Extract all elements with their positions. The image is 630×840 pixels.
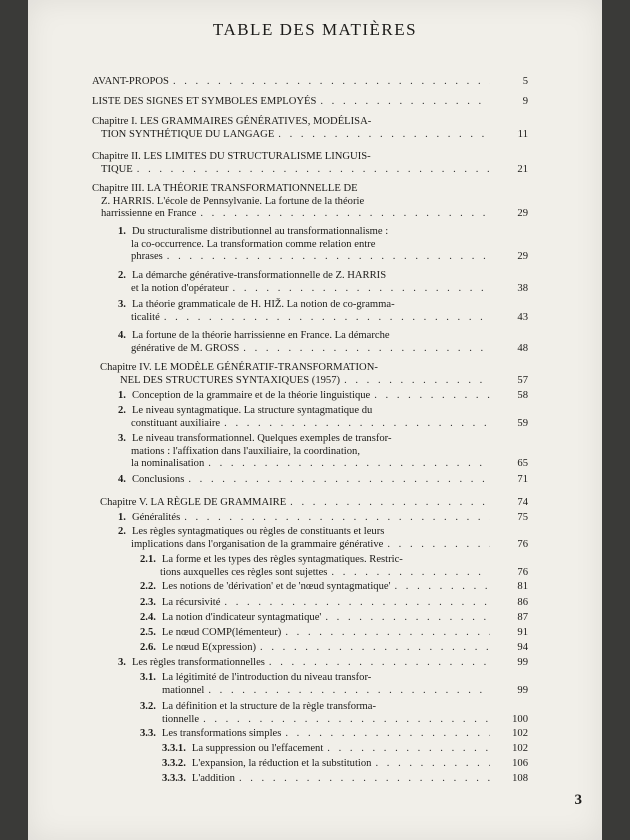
toc-entry [118,526,528,551]
leader-dots [387,539,490,552]
toc-page-number: 11 [517,128,528,140]
leader-dots [278,129,490,142]
toc-entry [118,433,528,471]
toc-page-number: 81 [517,581,528,592]
section-number: 2.6. [140,642,156,653]
toc-entry-text: générative de M. GROSS [131,342,240,354]
toc-entry-text: Chapitre I. LES GRAMMAIRES GÉNÉRATIVES, MODÉLISA- [92,116,372,127]
toc-entry [162,773,528,786]
toc-entry-text: Le niveau syntagmatique. La structure syntagmatique du [131,405,373,416]
toc-entry [140,642,528,655]
section-number: 1. [118,226,126,237]
section-number: 3. [118,299,126,310]
toc-page-number: 108 [512,773,528,784]
section-number: 3.3.1. [162,743,186,754]
toc-entry [100,362,528,387]
toc-page-number: 106 [512,758,528,769]
toc-entry [118,226,528,264]
toc-entry [162,758,528,771]
toc-entry [140,554,528,579]
toc-entry-text: constituant auxiliaire [131,417,221,429]
toc-entry [118,330,528,355]
toc-entry [140,627,528,640]
toc-entry-text: La forme et les types des règles syntagmatiques. Restric- [161,554,403,565]
toc-entry-text: Le nœud E(xpression) [161,642,257,653]
toc-page-number: 48 [517,342,528,354]
page-title: TABLE DES MATIÈRES [212,20,418,39]
toc-page-number: 5 [522,76,528,87]
toc-entry-text: L'addition [191,773,235,784]
toc-entry-text: Du structuralisme distributionnel au transformationnalisme : [131,226,389,237]
toc-entry-text: Généralités [131,512,181,523]
toc-entry-text: La théorie grammaticale de H. HIŽ. La notion de co-gramma- [131,299,395,310]
toc-page-number: 38 [517,282,528,294]
toc-entry [118,270,528,295]
toc-page-number: 74 [517,497,528,508]
toc-page-number: 59 [517,417,528,429]
toc-entry [92,151,528,176]
toc-page-number: 71 [517,474,528,485]
toc-entry-text: L'expansion, la réduction et la substitution [191,758,372,769]
leader-dots [327,743,490,756]
toc-entry-text: Chapitre V. LA RÈGLE DE GRAMMAIRE [100,497,287,508]
toc-entry-text: TION SYNTHÉTIQUE DU LANGAGE [101,128,275,140]
toc-entry-text: Les notions de 'dérivation' et de 'nœud syntagmatique' [161,581,391,592]
toc-entry-text: NEL DES STRUCTURES SYNTAXIQUES (1957) [120,374,341,386]
section-number: 3.2. [140,701,156,712]
toc-page-number: 94 [517,642,528,653]
toc-entry-text: La notion d'indicateur syntagmatique' [161,612,322,623]
toc-entry-text: Chapitre II. LES LIMITES DU STRUCTURALISME LINGUIS- [92,151,371,162]
toc-entry-text: et la notion d'opérateur [131,282,229,294]
leader-dots [167,251,490,264]
leader-dots [325,612,490,625]
toc-page-number: 57 [517,374,528,386]
leader-dots [208,685,490,698]
toc-entry [140,597,528,610]
leader-dots [290,497,490,510]
toc-entry [140,612,528,625]
toc-entry-text: TIQUE [101,163,133,175]
toc-entry-text: Le niveau transformationnel. Quelques exemples de transfor- [131,433,392,444]
toc-page-number: 29 [517,251,528,263]
toc-entry [92,183,528,221]
section-number: 3.1. [140,672,156,683]
leader-dots [320,96,490,109]
section-number: 2. [118,405,126,416]
toc-entry [92,96,528,109]
toc-entry-text: Conception de la grammaire et de la théorie linguistique [131,390,371,401]
toc-entry-text: mations : l'affixation dans l'auxiliaire, la coordination, [131,445,360,457]
leader-dots [394,581,490,594]
leader-dots [243,343,490,356]
toc-entry [118,512,528,525]
toc-entry-text: tionnelle [162,713,200,725]
leader-dots [375,758,490,771]
leader-dots [173,76,490,89]
toc-entry [140,581,528,594]
toc-page-number: 99 [517,684,528,696]
toc-page-number: 21 [517,163,528,175]
page-number: 3 [574,792,582,808]
toc-page-number: 102 [512,743,528,754]
toc-entry-text: AVANT-PROPOS [92,76,169,87]
leader-dots [260,642,490,655]
toc-entry-text: La démarche générative-transformationnelle de Z. HARRIS [131,270,387,281]
leader-dots [164,312,490,325]
leader-dots [137,164,490,177]
leader-dots [285,627,490,640]
toc-page-number: 76 [517,538,528,550]
toc-entry [118,390,528,403]
toc-entry-text: La définition et la structure de la règle transforma- [161,701,377,712]
toc-entry [92,76,528,89]
leader-dots [200,208,490,221]
section-number: 3. [118,433,126,444]
section-number: 2.1. [140,554,156,565]
toc-page-number: 75 [517,512,528,523]
section-number: 2.2. [140,581,156,592]
toc-page-number: 29 [517,208,528,220]
section-number: 1. [118,390,126,401]
section-number: 3. [118,657,126,668]
toc-entry-text: LISTE DES SIGNES ET SYMBOLES EMPLOYÉS [92,96,317,107]
leader-dots [239,773,490,786]
toc-entry-text: Conclusions [131,474,185,485]
toc-entry [162,743,528,756]
toc-entry [140,728,528,741]
toc-entry [140,672,528,697]
toc-page-number: 100 [512,713,528,725]
toc-entry [118,657,528,670]
section-number: 2. [118,270,126,281]
toc-entry [140,701,528,726]
leader-dots [285,728,490,741]
leader-dots [331,567,490,580]
book-page [28,0,602,840]
toc-entry-text: harrissienne en France [101,208,197,220]
section-number: 2.5. [140,627,156,638]
toc-page-number: 87 [517,612,528,623]
leader-dots [203,714,490,727]
toc-entry-text: Les règles transformationnelles [131,657,265,668]
toc-page-number: 99 [517,657,528,668]
toc-page-number: 76 [517,566,528,578]
toc-entry-text: Les règles syntagmatiques ou règles de constituants et leurs [131,526,385,537]
toc-entry-text: Chapitre III. LA THÉORIE TRANSFORMATIONNELLE DE [92,183,358,194]
toc-entry-text: la co-occurrence. La transformation comme relation entre [131,238,376,250]
toc-page-number: 91 [517,627,528,638]
section-number: 1. [118,512,126,523]
leader-dots [224,418,490,431]
toc-entry-text: ticalité [131,311,160,323]
toc-entry-text: La récursivité [161,597,221,608]
toc-entry [100,497,528,510]
toc-entry-text: La légitimité de l'introduction du niveau transfor- [161,672,372,683]
toc-entry-text: Le nœud COMP(lémenteur) [161,627,282,638]
toc-page-number: 65 [517,458,528,470]
leader-dots [233,283,490,296]
section-number: 4. [118,330,126,341]
toc-page-number: 86 [517,597,528,608]
section-number: 2.4. [140,612,156,623]
leader-dots [344,375,490,388]
toc-entry-text: tions auxquelles ces règles sont sujettes [160,566,328,578]
leader-dots [224,597,490,610]
toc-page-number: 9 [522,96,528,107]
toc-entry-text: implications dans l'organisation de la grammaire générative [131,538,384,550]
toc-page-number: 43 [517,311,528,323]
section-number: 3.3. [140,728,156,739]
leader-dots [374,390,490,403]
section-number: 3.3.3. [162,773,186,784]
toc-entry [118,405,528,430]
toc-entry-text: Z. HARRIS. L'école de Pennsylvanie. La fortune de la théorie [101,195,365,207]
section-number: 3.3.2. [162,758,186,769]
toc-entry [118,474,528,487]
toc-entry-text: la nominalisation [131,458,205,470]
section-number: 2.3. [140,597,156,608]
leader-dots [269,657,490,670]
toc-entry-text: La suppression ou l'effacement [191,743,324,754]
section-number: 2. [118,526,126,537]
toc-entry [118,299,528,324]
toc-entry-text: phrases [131,251,163,263]
leader-dots [208,458,490,471]
toc-entry-text: Les transformations simples [161,728,282,739]
leader-dots [184,512,490,525]
leader-dots [188,474,490,487]
toc-page-number: 58 [517,390,528,401]
toc-entry-text: mationnel [162,684,205,696]
toc-entry-text: Chapitre IV. LE MODÈLE GÉNÉRATIF-TRANSFORMATION- [100,362,378,373]
toc-entry-text: La fortune de la théorie harrissienne en France. La démarche [131,330,390,341]
section-number: 4. [118,474,126,485]
toc-page-number: 102 [512,728,528,739]
toc-entry [92,116,528,141]
